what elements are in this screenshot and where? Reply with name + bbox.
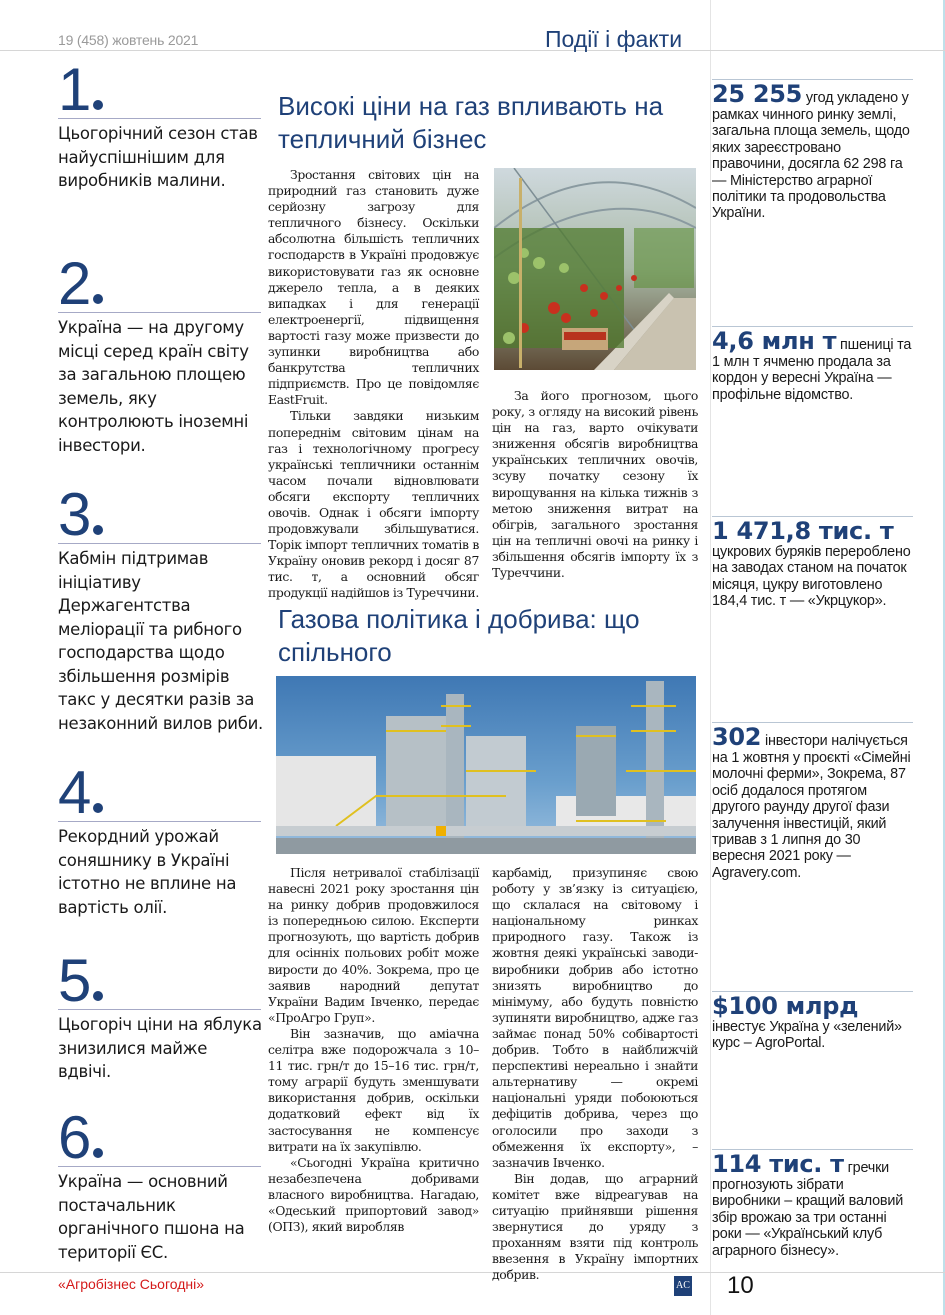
issue-label: 19 (458) жовтень 2021 [58,32,199,48]
dot-icon [93,803,103,813]
fact-text: Україна — основний постачальник органічного пшона на території ЄС. [58,1172,245,1262]
stat-text: цукрових буряків перероблено на заводах станом на початок місяця, цукру виготовлено 184,4 тис. т — «Укрцукор». [712,544,911,610]
paragraph: За його прогнозом, цього року, з огляду на високий рівень цін на газ, варто очікувати зниження обсягів виробництва українських тепличних овочів, зсуву початку сезону їх вирощування на кілька тижнів з метою зниження витрат на обігрів, загального зростання цін на тепличні овочі на ринку і збільшення обсягів імпорту їх з Туреччини. [492,388,698,581]
stat-item [712,516,915,610]
stat-item [712,1149,915,1259]
fact-number: 4 [58,759,92,826]
article-title: Газова політика і добрива: що спільного [278,604,640,667]
stat-text: інвестує Україна у «зелений» курс – AgroPortal. [712,1019,902,1052]
stat-item [712,722,915,881]
publication-name: «Агробізнес Сьогодні» [58,1276,205,1292]
stat-value: $100 млрд [712,992,859,1020]
fact-number: 5 [58,947,92,1014]
dot-icon [93,991,103,1001]
stat-text: угод укладено у рамках чинного ринку землі, загальна площа земель, щодо яких зареєстровано правочини, досягла 62 298 га — Міністерство аграрної політики та продовольства України. [712,90,910,222]
fact-item [58,481,263,735]
article-column [492,865,698,1283]
fact-number: 2 [58,250,92,317]
fact-item [58,1104,263,1264]
fact-text: Цьогорічний сезон став найуспішнішим для виробників малини. [58,124,258,190]
footer-divider [0,1272,945,1273]
paragraph: «Сьогодні Україна критично незабезпечена добривами власного виробництва. Нагадаю, «Одеський припортовий завод» (ОПЗ), який виробляв [268,1154,479,1235]
stat-item [712,326,915,403]
paragraph: Після нетривалої стабілізації навесні 2021 року зростання цін на ринку добрив продовжилося із попередньою силою. Експерти прогнозують, що вартість добрив для осінніх польових робіт може вирости до 40%. Зокрема, про це заявив народний депутат України Вадим Івченко, передає «ПроАгро Груп». [268,865,479,1025]
article-column [268,865,479,1235]
paragraph: Тільки завдяки низьким попереднім світовим цінам на газ і технологічному прогресу українські тепличники останнім часом почали відновлювати обсяги експорту тепличних овочів. Однак і обсяги імпорту продовжували збільшуватися. Торік імпорт тепличних томатів в Україну оновив рекорд і досяг 87 тис. т, а основний обсяг продукції надійшов із Туреччини. [268,408,479,601]
fact-item [58,947,263,1084]
fact-text: Цьогоріч ціни на яблука знизилися майже вдвічі. [58,1015,262,1081]
stat-text: гречки прогнозують зібрати виробники – кращий валовий збір врожаю за три останні роки — «Український клуб аграрного бізнесу». [712,1160,904,1259]
paragraph: Зростання світових цін на природний газ становить дуже серйозну загрозу для тепличного бізнесу. Оскільки абсолютна більшість тепличних господарств в Україні продовжує використовувати газ як основне джерело тепла, а в деяких випадках і для генерації електроенергії, підвищення вартості газу може призвести до зупинки виробництва або банкрутства тепличних підприємств. Про це повідомляє EastFruit. [268,167,479,408]
article-column [268,167,479,602]
fact-number: 3 [58,481,92,548]
fact-text: Рекордний урожай соняшнику в Україні істотно не вплине на вартість олії. [58,827,237,917]
fact-number: 1 [58,56,92,123]
stat-value: 1 471,8 тис. т [712,517,894,545]
greenhouse-photo [494,168,696,370]
stat-value: 25 255 [712,80,803,108]
fact-number: 6 [58,1104,92,1171]
fact-item [58,56,263,193]
fact-item [58,250,263,457]
dot-icon [93,525,103,535]
article-column [492,388,698,581]
publication-logo-icon: AC [674,1276,692,1296]
paragraph: Він зазначив, що аміачна селітра вже подорожчала з 10–11 тис. грн/т до 15–16 тис. грн/т, тому аграрії будуть зменшувати використання добрив, оскільки додатковий ефект від їх застосування не компенсує витрати на їх закупівлю. [268,1025,479,1154]
stat-value: 302 [712,723,762,751]
paragraph: карбамід, призупиняє свою роботу у зв’язку із ситуацією, що склалася на світовому і національному ринках природного газу. Також із жовтня деякі українські заводи-виробники добрив або істотно знизять виробництво до мінімуму, або будуть повністю зупиняти виробництво, адже газ займає понад 50% собівартості добрив. Тобто в найближчій перспективі нереально і знайти альтернативу — окремі національні уряди побоюються дефіцитів добрива, через що оголосили про заходи з обмеження їх експорту», – зазначив Івченко. [492,865,698,1170]
section-title: Події і факти [545,26,683,52]
gas-plant-photo [276,676,696,854]
stat-item [712,79,915,222]
page-gutter [710,0,711,1315]
stat-value: 114 тис. т [712,1150,844,1178]
fact-text: Україна — на другому місці серед країн світу за загальною площею земель, яку контролюють іноземні інвестори. [58,318,249,455]
article-title: Високі ціни на газ впливають на тепличний бізнес [278,91,664,154]
fact-item [58,759,263,919]
stat-text: пшениці та 1 млн т ячменю продала за кордон у вересні Україна — профільне відомство. [712,337,912,403]
paragraph: Він додав, що аграрний комітет вже відреагував на ситуацію прийнявши рішення звернутися до уряду з проханням взяти під контроль ввезення в Україну імпортних добрив. [492,1170,698,1283]
dot-icon [93,1148,103,1158]
page-number: 10 [727,1272,754,1299]
fact-text: Кабмін підтримав ініціативу Держагентства меліорації та рибного господарства щодо збільшення розмірів такс у десятки разів за незаконний вилов риби. [58,549,263,733]
header-divider [0,50,945,51]
stat-text: інвестори налічується на 1 жовтня у проєкті «Сімейні молочні ферми», Зокрема, 87 осіб додалося протягом другого раунду другої фази залучення інвестицій, який тривав з 1 липня до 30 вересня 2021 року — Agravery.com. [712,733,911,881]
stat-item [712,991,915,1052]
dot-icon [93,100,103,110]
stat-value: 4,6 млн т [712,327,837,355]
dot-icon [93,294,103,304]
